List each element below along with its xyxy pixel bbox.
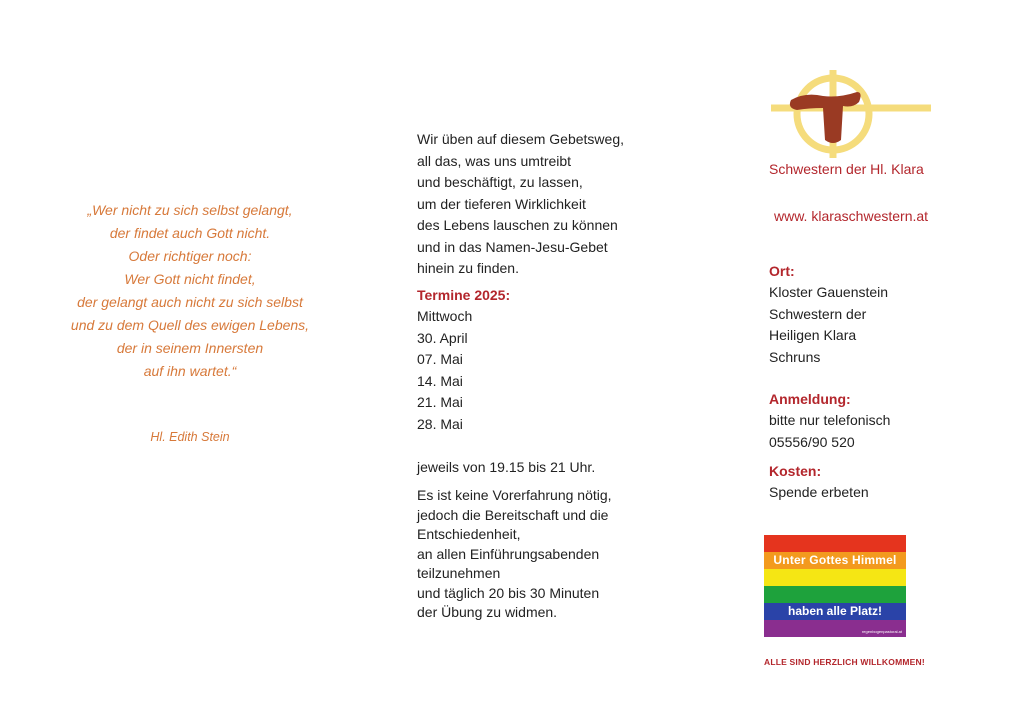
- date-item: 14. Mai: [417, 372, 463, 389]
- cost-label: Kosten:: [769, 463, 822, 479]
- location-details: [769, 282, 888, 368]
- cost-text: Spende erbeten: [769, 484, 869, 500]
- date-item: 28. Mai: [417, 415, 463, 432]
- intro-line: und in das Namen-Jesu-Gebet: [417, 238, 608, 255]
- intro-line: all das, was uns umtreibt: [417, 152, 572, 169]
- logo-name: Schwestern der Hl. Klara: [769, 161, 924, 177]
- quote-line: „Wer nicht zu sich selbst gelangt,: [87, 202, 293, 218]
- intro-line: und beschäftigt, zu lassen,: [417, 174, 583, 190]
- location-line: Heiligen Klara: [769, 327, 857, 343]
- quote-line: und zu dem Quell des ewigen Lebens,: [70, 317, 310, 333]
- contact-panel: [755, 0, 1024, 720]
- date-list: [417, 306, 472, 435]
- phone-number: 05556/90 520: [769, 433, 855, 450]
- rainbow-flag-banner-icon: [764, 535, 906, 637]
- note-line: Es ist keine Vorerfahrung nötig,: [417, 487, 612, 503]
- note-line: jedoch die Bereitschaft und die: [417, 506, 609, 523]
- website-link[interactable]: www. klaraschwestern.at: [774, 208, 929, 224]
- date-item: Mittwoch: [417, 308, 473, 324]
- note-line: an allen Einführungsabenden: [417, 545, 600, 562]
- intro-text: [417, 129, 624, 280]
- requirements-text: [417, 486, 612, 623]
- location-label: Ort:: [769, 263, 795, 279]
- quote-line: auf ihn wartet.“: [143, 363, 237, 379]
- location-line: Kloster Gauenstein: [769, 284, 889, 300]
- intro-line: des Lebens lauschen zu können: [417, 217, 618, 233]
- quote-line: der gelangt auch nicht zu sich selbst: [77, 294, 303, 310]
- intro-line: Wir üben auf diesem Gebetsweg,: [417, 131, 624, 147]
- quote-line: der in seinem Innersten: [116, 340, 264, 356]
- date-item: 21. Mai: [417, 394, 463, 410]
- location-line: Schruns: [769, 348, 821, 365]
- quote-block: [40, 199, 340, 383]
- note-line: der Übung zu widmen.: [417, 604, 558, 620]
- note-line: Entschiedenheit,: [417, 526, 521, 542]
- registration-line: bitte nur telefonisch: [769, 412, 891, 428]
- note-line: und täglich 20 bis 30 Minuten: [417, 584, 600, 601]
- info-panel: [417, 0, 717, 720]
- date-item: 07. Mai: [417, 351, 463, 367]
- date-item: 30. April: [417, 329, 468, 346]
- registration-details: [769, 410, 890, 453]
- registration-label: Anmeldung:: [769, 391, 851, 407]
- flag-text-top: Unter Gottes Himmel: [773, 553, 897, 567]
- welcome-text: ALLE SIND HERZLICH WILLKOMMEN!: [764, 657, 925, 667]
- flag-text-bottom: haben alle Platz!: [787, 604, 883, 618]
- termine-heading: Termine 2025:: [417, 287, 511, 303]
- quote-line: Oder richtiger noch:: [128, 248, 252, 264]
- location-line: Schwestern der: [769, 305, 867, 322]
- intro-line: um der tieferen Wirklichkeit: [417, 195, 586, 212]
- quote-line: Wer Gott nicht findet,: [124, 271, 256, 287]
- quote-panel: [0, 0, 380, 720]
- quote-line: der findet auch Gott nicht.: [109, 225, 271, 241]
- intro-line: hinein zu finden.: [417, 260, 519, 276]
- note-line: teilzunehmen: [417, 565, 501, 581]
- quote-author: Hl. Edith Stein: [150, 430, 230, 444]
- flag-small-url: regenbogenpastoral.at: [861, 629, 902, 634]
- time-text: jeweils von 19.15 bis 21 Uhr.: [417, 459, 596, 475]
